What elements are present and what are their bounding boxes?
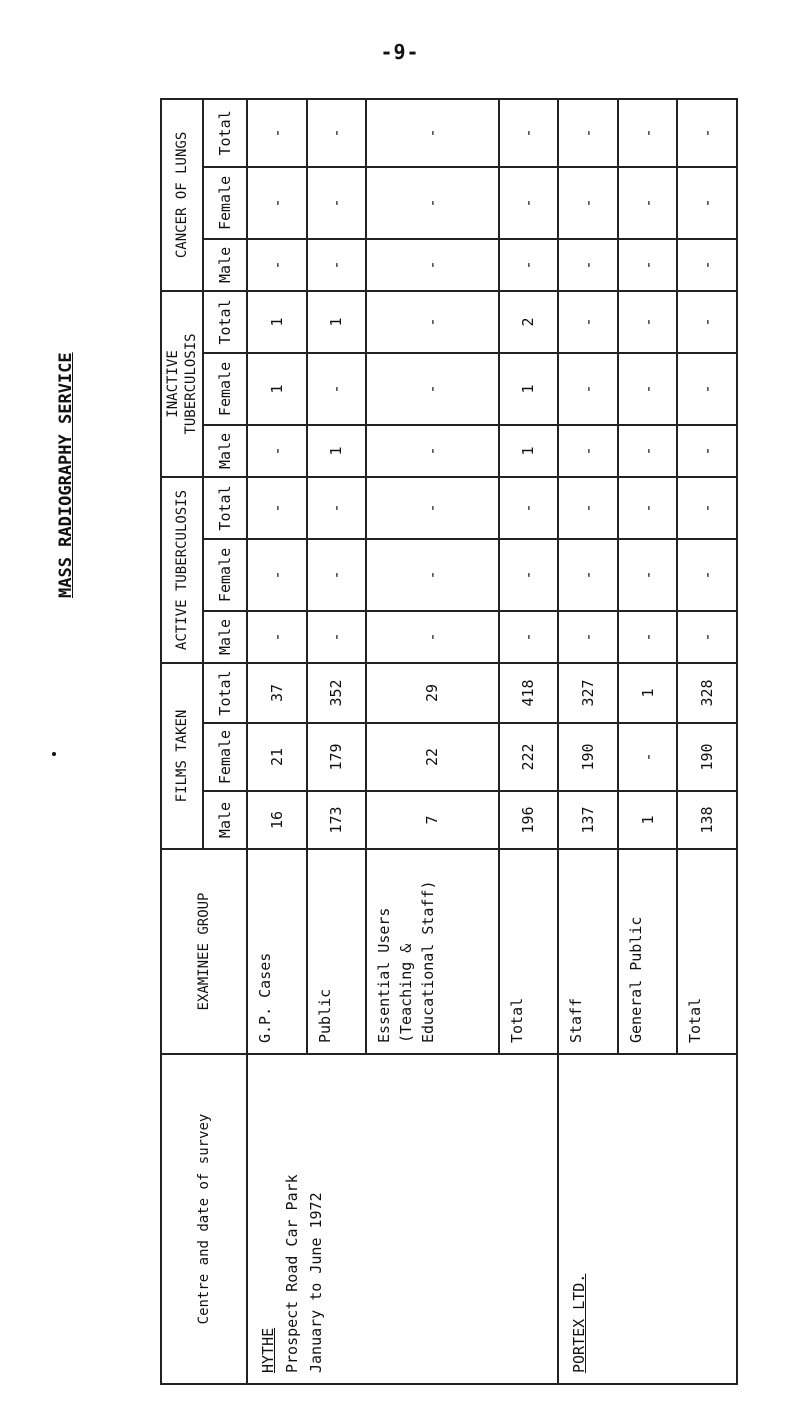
- inactive-total: -: [677, 291, 737, 353]
- cancer-male: -: [499, 239, 559, 291]
- cancer-male: -: [247, 239, 307, 291]
- examinee-group: General Public: [618, 849, 678, 1054]
- survey-table-wrapper: [160, 100, 738, 1385]
- films-female: 222: [499, 723, 559, 791]
- cancer-total: -: [499, 99, 559, 167]
- side-title: MASS RADIOGRAPHY SERVICE: [56, 352, 76, 598]
- header-active-total: Total: [203, 477, 247, 539]
- header-inactive-male: Male: [203, 425, 247, 477]
- header-examinee-group: EXAMINEE GROUP: [161, 849, 247, 1054]
- active-total: -: [499, 477, 559, 539]
- cancer-male: -: [618, 239, 678, 291]
- header-cancer-female: Female: [203, 167, 247, 239]
- inactive-total: -: [366, 291, 498, 353]
- active-female: -: [247, 539, 307, 611]
- cancer-female: -: [307, 167, 367, 239]
- inactive-male: -: [247, 425, 307, 477]
- inactive-male: 1: [499, 425, 559, 477]
- films-female: 179: [307, 723, 367, 791]
- cancer-male: -: [307, 239, 367, 291]
- films-male: 1: [618, 791, 678, 849]
- centre-cell-hythe: [247, 1054, 558, 1384]
- inactive-female: 1: [499, 353, 559, 425]
- films-male: 16: [247, 791, 307, 849]
- centre-site: PORTEX LTD.: [570, 1273, 589, 1373]
- active-male: -: [677, 611, 737, 663]
- cancer-total: -: [366, 99, 498, 167]
- films-total: 37: [247, 663, 307, 723]
- page-number: -9-: [380, 40, 420, 64]
- cancer-total: -: [677, 99, 737, 167]
- header-films-taken: FILMS TAKEN: [161, 663, 203, 849]
- active-female: -: [499, 539, 559, 611]
- active-total: -: [558, 477, 618, 539]
- cancer-female: -: [499, 167, 559, 239]
- active-male: -: [366, 611, 498, 663]
- side-title-dot: [52, 752, 56, 756]
- cancer-female: -: [677, 167, 737, 239]
- inactive-total: -: [558, 291, 618, 353]
- active-female: -: [558, 539, 618, 611]
- header-centre: Centre and date of survey: [161, 1054, 247, 1384]
- films-male: 137: [558, 791, 618, 849]
- active-total: -: [677, 477, 737, 539]
- cancer-male: -: [558, 239, 618, 291]
- header-inactive-female: Female: [203, 353, 247, 425]
- examinee-group: Public: [307, 849, 367, 1054]
- table-row: [247, 99, 307, 1384]
- header-films-male: Male: [203, 791, 247, 849]
- films-female: 22: [366, 723, 498, 791]
- active-female: -: [307, 539, 367, 611]
- inactive-total: 2: [499, 291, 559, 353]
- films-total: 418: [499, 663, 559, 723]
- inactive-female: -: [558, 353, 618, 425]
- inactive-female: -: [366, 353, 498, 425]
- examinee-group: G.P. Cases: [247, 849, 307, 1054]
- cancer-female: -: [558, 167, 618, 239]
- cancer-male: -: [366, 239, 498, 291]
- cancer-total: -: [247, 99, 307, 167]
- inactive-male: -: [558, 425, 618, 477]
- active-total: -: [618, 477, 678, 539]
- centre-location: Prospect Road Car Park: [283, 1174, 301, 1373]
- films-male: 7: [366, 791, 498, 849]
- active-female: -: [366, 539, 498, 611]
- cancer-female: -: [247, 167, 307, 239]
- inactive-male: -: [618, 425, 678, 477]
- header-active-tb: ACTIVE TUBERCULOSIS: [161, 477, 203, 663]
- inactive-female: 1: [247, 353, 307, 425]
- inactive-male: -: [677, 425, 737, 477]
- inactive-female: -: [618, 353, 678, 425]
- header-cancer-lungs: CANCER OF LUNGS: [161, 99, 203, 291]
- films-total: 352: [307, 663, 367, 723]
- active-total: -: [247, 477, 307, 539]
- films-female: 21: [247, 723, 307, 791]
- films-total: 29: [366, 663, 498, 723]
- active-male: -: [618, 611, 678, 663]
- inactive-male: 1: [307, 425, 367, 477]
- examinee-group: Essential Users (Teaching & Educational Staff): [366, 849, 498, 1054]
- active-male: -: [247, 611, 307, 663]
- active-male: -: [499, 611, 559, 663]
- cancer-total: -: [558, 99, 618, 167]
- active-total: -: [307, 477, 367, 539]
- header-films-female: Female: [203, 723, 247, 791]
- films-female: 190: [677, 723, 737, 791]
- films-total: 327: [558, 663, 618, 723]
- active-male: -: [307, 611, 367, 663]
- active-female: -: [677, 539, 737, 611]
- centre-site: HYTHE: [259, 1327, 277, 1373]
- header-cancer-total: Total: [203, 99, 247, 167]
- cancer-female: -: [366, 167, 498, 239]
- cancer-female: -: [618, 167, 678, 239]
- films-female: -: [618, 723, 678, 791]
- films-male: 173: [307, 791, 367, 849]
- table-row: [558, 99, 618, 1384]
- inactive-female: -: [307, 353, 367, 425]
- films-male: 196: [499, 791, 559, 849]
- inactive-total: 1: [247, 291, 307, 353]
- header-inactive-total: Total: [203, 291, 247, 353]
- films-male: 138: [677, 791, 737, 849]
- header-inactive-tb: INACTIVE TUBERCULOSIS: [161, 291, 203, 477]
- films-total: 328: [677, 663, 737, 723]
- header-active-male: Male: [203, 611, 247, 663]
- survey-table: [160, 98, 738, 1385]
- examinee-group: Total: [677, 849, 737, 1054]
- inactive-total: -: [618, 291, 678, 353]
- inactive-male: -: [366, 425, 498, 477]
- inactive-female: -: [677, 353, 737, 425]
- inactive-total: 1: [307, 291, 367, 353]
- active-female: -: [618, 539, 678, 611]
- header-films-total: Total: [203, 663, 247, 723]
- cancer-total: -: [618, 99, 678, 167]
- cancer-male: -: [677, 239, 737, 291]
- active-total: -: [366, 477, 498, 539]
- header-active-female: Female: [203, 539, 247, 611]
- centre-cell-portex: [558, 1054, 737, 1384]
- centre-date: January to June 1972: [307, 1192, 325, 1373]
- header-cancer-male: Male: [203, 239, 247, 291]
- films-total: 1: [618, 663, 678, 723]
- cancer-total: -: [307, 99, 367, 167]
- examinee-group: Staff: [558, 849, 618, 1054]
- active-male: -: [558, 611, 618, 663]
- examinee-group: Total: [499, 849, 559, 1054]
- films-female: 190: [558, 723, 618, 791]
